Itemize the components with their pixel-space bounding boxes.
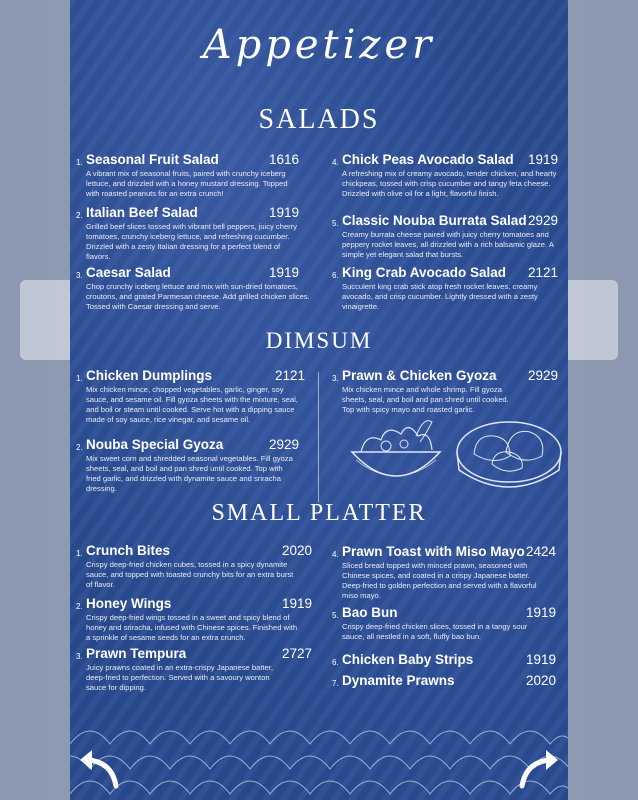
section-title-dimsum: DIMSUM — [265, 328, 373, 353]
item-number: 5. — [332, 219, 339, 228]
item-description: Mix chicken mince and whole shrimp. Fill gyoza sheets, seal, and boil and pan shred until cooked. Top with spicy mayo and roasted garlic. — [342, 385, 509, 414]
column-divider — [318, 372, 319, 502]
menu-item[interactable] — [76, 646, 316, 691]
menu-item[interactable] — [76, 437, 308, 492]
menu-item[interactable] — [76, 596, 316, 646]
item-description: Mix sweet corn and shredded seasonal vegetables. Fill gyoza sheets, seal, and boil and pan shred until cooked. Top with fried garlic, and drizzled with dynamite sauce and sriracha dressing. — [86, 454, 293, 493]
item-price: 1919 — [269, 265, 300, 280]
item-price: 1919 — [269, 205, 300, 220]
item-price: 2727 — [282, 646, 313, 661]
item-number: 1. — [76, 549, 83, 558]
item-name: Seasonal Fruit Salad — [86, 152, 219, 167]
menu-item[interactable] — [76, 265, 308, 315]
menu-item[interactable] — [332, 265, 564, 315]
item-name: Prawn & Chicken Gyoza — [342, 368, 497, 383]
item-price: 2929 — [528, 213, 559, 228]
salad-bowl-illustration — [346, 412, 446, 492]
item-number: 2. — [76, 602, 83, 611]
item-number: 6. — [332, 271, 339, 280]
menu-item[interactable] — [76, 205, 308, 260]
curved-arrow-right-icon — [514, 742, 566, 794]
dumpling-basket-illustration — [454, 414, 564, 496]
item-name: Bao Bun — [342, 605, 398, 620]
menu-item[interactable] — [332, 368, 564, 413]
curved-arrow-left-icon — [72, 742, 124, 794]
item-number: 1. — [76, 374, 83, 383]
item-name: Classic Nouba Burrata Salad — [342, 213, 527, 228]
item-description: Sliced bread topped with minced prawn, seasoned with Chinese spices, and coated in a crispy Japanese batter. Deep-fried to golden perfection and served with a flavorful miso mayo. — [342, 561, 537, 600]
item-number: 5. — [332, 611, 339, 620]
item-name: Nouba Special Gyoza — [86, 437, 224, 452]
item-description: Creamy burrata cheese paired with juicy cherry tomatoes and peppery rocket leaves, all drizzled with a rich balsamic glaze. A simple yet elegant salad that bursts. — [342, 230, 554, 259]
item-name: Chicken Dumplings — [86, 368, 213, 383]
item-name: Honey Wings — [86, 596, 172, 611]
item-name: Chick Peas Avocado Salad — [342, 152, 514, 167]
menu-item[interactable] — [332, 544, 564, 599]
item-price: 2121 — [528, 265, 559, 280]
item-price: 1919 — [282, 596, 313, 611]
item-price: 1919 — [526, 605, 557, 620]
item-price: 2020 — [282, 543, 313, 558]
item-description: Crispy deep-fried chicken slices, tossed in a tangy sour sauce, all nestled in a soft, fluffy bao bun. — [342, 622, 528, 641]
item-description: A vibrant mix of seasonal fruits, paired with crunchy iceberg lettuce, and drizzled with a honey mustard dressing. Topped with roasted peanuts for an extra crunch! — [86, 169, 288, 198]
item-description: Crispy deep-fried wings tossed in a sweet and spicy blend of honey and sriracha, infused with Chinese spices. Finished with a sprinkle of sesame seeds for an extra crunch. — [86, 613, 298, 642]
item-name: Italian Beef Salad — [86, 205, 198, 220]
menu-item[interactable] — [76, 543, 316, 593]
item-price: 2424 — [526, 544, 557, 559]
item-name: King Crab Avocado Salad — [342, 265, 507, 280]
item-price: 1919 — [528, 152, 559, 167]
item-description: Mix chicken mince, chopped vegetables, garlic, ginger, soy sauce, and sesame oil. Fill gyoza sheets with the mixture, seal, and boil or steam until cooked. Serve hot with a dipping sauce made of soy sauce, rice vinegar, and sesame oil. — [86, 385, 298, 424]
item-number: 3. — [76, 271, 83, 280]
item-description: A refreshing mix of creamy avocado, tender chicken, and hearty chickpeas, tossed with crisp cucumber and tangy feta cheese. Drizzled with olive oil for a light, flavorful finish. — [342, 169, 557, 198]
menu-item[interactable] — [332, 652, 564, 670]
item-description: Grilled beef slices tossed with vibrant bell peppers, juicy cherry tomatoes, crunchy iceberg lettuce, and refreshing cucumber. Drizzled with a zesty Italian dressing for a perfect blend of flavors. — [86, 222, 298, 261]
menu-item[interactable] — [76, 368, 308, 433]
item-price: 2929 — [269, 437, 300, 452]
section-title-salads: SALADS — [258, 104, 380, 135]
item-name: Chicken Baby Strips — [342, 652, 474, 667]
item-description: Succulent king crab stick atop fresh rocket leaves, creamy avocado, and crisp cucumber. Lightly dressed with a zesty vinaigrette. — [342, 282, 538, 311]
item-description: Crispy deep-fried chicken cubes, tossed in a spicy dynamite sauce, and topped with toasted crunchy bits for an extra burst of flavor. — [86, 560, 294, 589]
item-number: 6. — [332, 658, 339, 667]
item-price: 1919 — [526, 652, 557, 667]
item-number: 2. — [76, 211, 83, 220]
item-number: 1. — [76, 158, 83, 167]
item-name: Caesar Salad — [86, 265, 171, 280]
item-name: Dynamite Prawns — [342, 673, 455, 688]
item-price: 2020 — [526, 673, 557, 688]
menu-item[interactable] — [76, 152, 308, 202]
item-number: 2. — [76, 443, 83, 452]
item-description: Chop crunchy iceberg lettuce and mix with sun-dried tomatoes, croutons, and grated Parmesan cheese. Add grilled chicken slices. Tossed with Caesar dressing and serve. — [86, 282, 310, 311]
arch-pattern-decoration — [70, 714, 568, 800]
item-price: 2929 — [528, 368, 559, 383]
item-name: Prawn Tempura — [86, 646, 187, 661]
next-page-button[interactable] — [514, 742, 566, 794]
page-title: Appetizer — [202, 22, 436, 68]
section-title-small-platter: SMALL PLATTER — [211, 500, 427, 526]
menu-item[interactable] — [332, 213, 564, 263]
item-number: 3. — [76, 652, 83, 661]
item-price: 1616 — [269, 152, 300, 167]
menu-item[interactable] — [332, 673, 564, 691]
item-number: 4. — [332, 550, 339, 559]
menu-item[interactable] — [332, 152, 564, 202]
item-name: Prawn Toast with Miso Mayo — [342, 544, 525, 559]
menu-item[interactable] — [332, 605, 564, 645]
menu-page — [70, 0, 568, 800]
item-price: 2121 — [275, 368, 306, 383]
prev-page-button[interactable] — [72, 742, 124, 794]
backdrop-strip-right — [568, 0, 638, 800]
item-name: Crunch Bites — [86, 543, 171, 558]
item-number: 7. — [332, 679, 339, 688]
backdrop-strip-left — [0, 0, 70, 800]
item-description: Juicy prawns coated in an extra-crispy Japanese batter, deep-fried to perfection. Served with a savoury wonton sauce for dipping. — [86, 663, 273, 692]
item-number: 4. — [332, 158, 339, 167]
item-number: 3. — [332, 374, 339, 383]
